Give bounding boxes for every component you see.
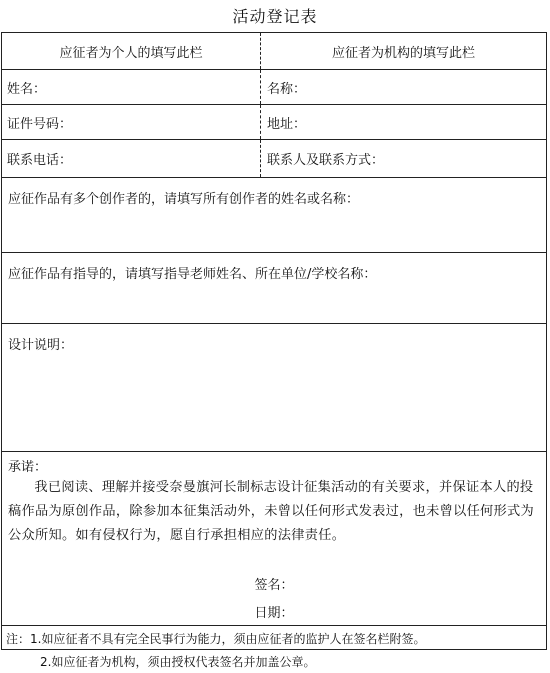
note-2: 2.如应征者为机构，须由授权代表签名并加盖公章。 bbox=[40, 655, 316, 669]
id-number-field[interactable]: 证件号码： bbox=[7, 116, 73, 132]
field-row bbox=[2, 140, 546, 178]
name-field[interactable]: 姓名： bbox=[7, 81, 47, 97]
contact-field[interactable]: 联系人及联系方式： bbox=[260, 140, 546, 177]
header-organization: 应征者为机构的填写此栏 bbox=[260, 33, 546, 69]
mentor-label: 应征作品有指导的，请填写指导老师姓名、所在单位/学校名称： bbox=[8, 267, 377, 282]
pledge-label: 承诺： bbox=[8, 460, 48, 475]
date-field[interactable]: 日期： bbox=[254, 606, 294, 621]
field-row bbox=[2, 105, 546, 140]
pledge-text: 我已阅读、理解并接受奈曼旗河长制标志设计征集活动的有关要求，并保证本人的投稿作品为原创作品，除参加本征集活动外，未曾以任何形式发表过，也未曾以任何形式为公众所知。如有侵权行为，愿自行承担相应的法律责任。 bbox=[8, 480, 535, 543]
phone-field[interactable]: 联系电话： bbox=[7, 153, 73, 168]
note-1: 注：1.如应征者不具有完全民事行为能力，须由应征者的监护人在签名栏附签。 bbox=[6, 632, 426, 646]
signature-field[interactable]: 签名： bbox=[254, 578, 294, 593]
field-row bbox=[2, 70, 546, 105]
registration-form bbox=[1, 32, 547, 650]
design-label: 设计说明： bbox=[8, 338, 74, 353]
creators-label: 应征作品有多个创作者的，请填写所有创作者的姓名或名称： bbox=[8, 192, 360, 207]
header-row bbox=[2, 33, 546, 70]
address-field[interactable]: 地址： bbox=[260, 105, 546, 139]
header-individual: 应征者为个人的填写此栏 bbox=[59, 45, 203, 61]
form-title: 活动登记表 bbox=[232, 7, 318, 26]
design-block[interactable] bbox=[2, 324, 546, 452]
notes-section bbox=[2, 625, 546, 652]
pledge-block bbox=[2, 452, 546, 625]
creators-block[interactable] bbox=[2, 178, 546, 253]
org-name-field[interactable]: 名称： bbox=[260, 70, 546, 104]
mentor-block[interactable] bbox=[2, 253, 546, 324]
